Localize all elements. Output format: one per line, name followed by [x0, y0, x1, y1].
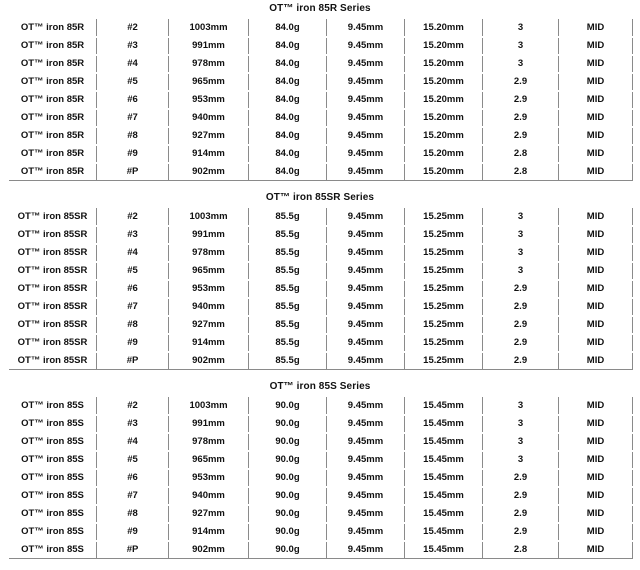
kick-point-cell: MID [559, 316, 633, 334]
series-85s [8, 378, 632, 559]
table-row [9, 433, 633, 451]
table-row [9, 145, 633, 163]
club-cell: #8 [97, 316, 169, 334]
length-cell: 940mm [169, 487, 249, 505]
butt-diameter-cell: 15.45mm [405, 469, 483, 487]
kick-point-cell: MID [559, 208, 633, 226]
table-row [9, 262, 633, 280]
torque-cell: 2.9 [483, 469, 559, 487]
tip-diameter-cell: 9.45mm [327, 208, 405, 226]
weight-cell: 90.0g [249, 523, 327, 541]
torque-cell: 3 [483, 19, 559, 37]
kick-point-cell: MID [559, 19, 633, 37]
length-cell: 1003mm [169, 397, 249, 415]
butt-diameter-cell: 15.45mm [405, 433, 483, 451]
table-row [9, 280, 633, 298]
model-cell: OT™ iron 85R [9, 19, 97, 37]
butt-diameter-cell: 15.45mm [405, 523, 483, 541]
club-cell: #6 [97, 469, 169, 487]
table-row [9, 505, 633, 523]
kick-point-cell: MID [559, 280, 633, 298]
club-cell: #9 [97, 334, 169, 352]
table-row [9, 451, 633, 469]
kick-point-cell: MID [559, 262, 633, 280]
butt-diameter-cell: 15.45mm [405, 541, 483, 559]
weight-cell: 90.0g [249, 469, 327, 487]
tip-diameter-cell: 9.45mm [327, 541, 405, 559]
torque-cell: 3 [483, 433, 559, 451]
kick-point-cell: MID [559, 127, 633, 145]
butt-diameter-cell: 15.25mm [405, 244, 483, 262]
butt-diameter-cell: 15.20mm [405, 19, 483, 37]
club-cell: #2 [97, 397, 169, 415]
length-cell: 927mm [169, 127, 249, 145]
tip-diameter-cell: 9.45mm [327, 163, 405, 181]
model-cell: OT™ iron 85SR [9, 244, 97, 262]
weight-cell: 90.0g [249, 451, 327, 469]
weight-cell: 90.0g [249, 487, 327, 505]
weight-cell: 90.0g [249, 541, 327, 559]
butt-diameter-cell: 15.25mm [405, 280, 483, 298]
club-cell: #2 [97, 208, 169, 226]
model-cell: OT™ iron 85SR [9, 298, 97, 316]
tip-diameter-cell: 9.45mm [327, 91, 405, 109]
butt-diameter-cell: 15.25mm [405, 316, 483, 334]
spec-table [8, 207, 633, 370]
butt-diameter-cell: 15.20mm [405, 127, 483, 145]
model-cell: OT™ iron 85SR [9, 352, 97, 370]
torque-cell: 2.8 [483, 541, 559, 559]
model-cell: OT™ iron 85S [9, 433, 97, 451]
table-row [9, 244, 633, 262]
model-cell: OT™ iron 85S [9, 451, 97, 469]
model-cell: OT™ iron 85R [9, 145, 97, 163]
kick-point-cell: MID [559, 163, 633, 181]
club-cell: #6 [97, 280, 169, 298]
length-cell: 902mm [169, 541, 249, 559]
butt-diameter-cell: 15.25mm [405, 262, 483, 280]
weight-cell: 90.0g [249, 415, 327, 433]
butt-diameter-cell: 15.45mm [405, 487, 483, 505]
tip-diameter-cell: 9.45mm [327, 469, 405, 487]
length-cell: 965mm [169, 73, 249, 91]
kick-point-cell: MID [559, 487, 633, 505]
kick-point-cell: MID [559, 145, 633, 163]
butt-diameter-cell: 15.25mm [405, 298, 483, 316]
table-row [9, 91, 633, 109]
table-row [9, 334, 633, 352]
torque-cell: 2.9 [483, 109, 559, 127]
torque-cell: 3 [483, 226, 559, 244]
club-cell: #3 [97, 415, 169, 433]
weight-cell: 85.5g [249, 280, 327, 298]
club-cell: #8 [97, 505, 169, 523]
club-cell: #9 [97, 523, 169, 541]
kick-point-cell: MID [559, 415, 633, 433]
tip-diameter-cell: 9.45mm [327, 262, 405, 280]
table-row [9, 397, 633, 415]
weight-cell: 84.0g [249, 73, 327, 91]
torque-cell: 2.9 [483, 298, 559, 316]
club-cell: #7 [97, 487, 169, 505]
butt-diameter-cell: 15.20mm [405, 91, 483, 109]
torque-cell: 2.9 [483, 91, 559, 109]
torque-cell: 2.8 [483, 145, 559, 163]
club-cell: #5 [97, 451, 169, 469]
length-cell: 1003mm [169, 208, 249, 226]
table-row [9, 316, 633, 334]
weight-cell: 90.0g [249, 397, 327, 415]
weight-cell: 84.0g [249, 37, 327, 55]
tip-diameter-cell: 9.45mm [327, 451, 405, 469]
kick-point-cell: MID [559, 55, 633, 73]
butt-diameter-cell: 15.45mm [405, 505, 483, 523]
tip-diameter-cell: 9.45mm [327, 109, 405, 127]
length-cell: 902mm [169, 163, 249, 181]
length-cell: 953mm [169, 280, 249, 298]
club-cell: #P [97, 352, 169, 370]
series-85sr [8, 189, 632, 370]
tip-diameter-cell: 9.45mm [327, 316, 405, 334]
kick-point-cell: MID [559, 433, 633, 451]
weight-cell: 84.0g [249, 19, 327, 37]
butt-diameter-cell: 15.45mm [405, 397, 483, 415]
kick-point-cell: MID [559, 298, 633, 316]
model-cell: OT™ iron 85S [9, 505, 97, 523]
length-cell: 978mm [169, 433, 249, 451]
torque-cell: 3 [483, 415, 559, 433]
torque-cell: 3 [483, 397, 559, 415]
model-cell: OT™ iron 85S [9, 415, 97, 433]
table-row [9, 19, 633, 37]
club-cell: #5 [97, 73, 169, 91]
table-row [9, 109, 633, 127]
club-cell: #5 [97, 262, 169, 280]
model-cell: OT™ iron 85R [9, 109, 97, 127]
model-cell: OT™ iron 85R [9, 73, 97, 91]
weight-cell: 85.5g [249, 298, 327, 316]
length-cell: 914mm [169, 145, 249, 163]
kick-point-cell: MID [559, 91, 633, 109]
model-cell: OT™ iron 85S [9, 523, 97, 541]
tip-diameter-cell: 9.45mm [327, 73, 405, 91]
weight-cell: 85.5g [249, 226, 327, 244]
spec-table [8, 18, 633, 181]
torque-cell: 3 [483, 37, 559, 55]
model-cell: OT™ iron 85SR [9, 262, 97, 280]
weight-cell: 84.0g [249, 145, 327, 163]
torque-cell: 2.9 [483, 73, 559, 91]
butt-diameter-cell: 15.20mm [405, 145, 483, 163]
weight-cell: 85.5g [249, 244, 327, 262]
tip-diameter-cell: 9.45mm [327, 127, 405, 145]
table-row [9, 469, 633, 487]
tip-diameter-cell: 9.45mm [327, 298, 405, 316]
model-cell: OT™ iron 85R [9, 163, 97, 181]
tip-diameter-cell: 9.45mm [327, 145, 405, 163]
butt-diameter-cell: 15.25mm [405, 352, 483, 370]
kick-point-cell: MID [559, 334, 633, 352]
club-cell: #4 [97, 244, 169, 262]
weight-cell: 85.5g [249, 334, 327, 352]
series-85r [8, 0, 632, 181]
tip-diameter-cell: 9.45mm [327, 415, 405, 433]
kick-point-cell: MID [559, 541, 633, 559]
torque-cell: 3 [483, 55, 559, 73]
length-cell: 940mm [169, 109, 249, 127]
length-cell: 991mm [169, 226, 249, 244]
torque-cell: 3 [483, 262, 559, 280]
length-cell: 978mm [169, 55, 249, 73]
table-row [9, 208, 633, 226]
butt-diameter-cell: 15.45mm [405, 451, 483, 469]
length-cell: 965mm [169, 451, 249, 469]
butt-diameter-cell: 15.20mm [405, 163, 483, 181]
torque-cell: 2.9 [483, 487, 559, 505]
butt-diameter-cell: 15.25mm [405, 208, 483, 226]
series-title: OT™ iron 85R Series [269, 3, 371, 14]
model-cell: OT™ iron 85SR [9, 334, 97, 352]
model-cell: OT™ iron 85SR [9, 280, 97, 298]
table-row [9, 55, 633, 73]
torque-cell: 2.9 [483, 316, 559, 334]
club-cell: #4 [97, 433, 169, 451]
length-cell: 965mm [169, 262, 249, 280]
weight-cell: 85.5g [249, 316, 327, 334]
butt-diameter-cell: 15.20mm [405, 73, 483, 91]
tip-diameter-cell: 9.45mm [327, 433, 405, 451]
tip-diameter-cell: 9.45mm [327, 55, 405, 73]
club-cell: #9 [97, 145, 169, 163]
kick-point-cell: MID [559, 109, 633, 127]
butt-diameter-cell: 15.20mm [405, 37, 483, 55]
torque-cell: 2.9 [483, 505, 559, 523]
series-title: OT™ iron 85S Series [269, 381, 371, 392]
model-cell: OT™ iron 85SR [9, 208, 97, 226]
length-cell: 914mm [169, 334, 249, 352]
tip-diameter-cell: 9.45mm [327, 505, 405, 523]
club-cell: #7 [97, 109, 169, 127]
table-row [9, 298, 633, 316]
length-cell: 914mm [169, 523, 249, 541]
torque-cell: 3 [483, 451, 559, 469]
kick-point-cell: MID [559, 505, 633, 523]
length-cell: 953mm [169, 469, 249, 487]
kick-point-cell: MID [559, 469, 633, 487]
table-row [9, 415, 633, 433]
length-cell: 991mm [169, 37, 249, 55]
table-row [9, 37, 633, 55]
model-cell: OT™ iron 85R [9, 55, 97, 73]
club-cell: #P [97, 163, 169, 181]
model-cell: OT™ iron 85S [9, 397, 97, 415]
weight-cell: 84.0g [249, 127, 327, 145]
club-cell: #P [97, 541, 169, 559]
torque-cell: 2.9 [483, 127, 559, 145]
weight-cell: 85.5g [249, 352, 327, 370]
club-cell: #7 [97, 298, 169, 316]
weight-cell: 90.0g [249, 433, 327, 451]
torque-cell: 3 [483, 244, 559, 262]
length-cell: 953mm [169, 91, 249, 109]
club-cell: #3 [97, 37, 169, 55]
length-cell: 940mm [169, 298, 249, 316]
table-row [9, 226, 633, 244]
club-cell: #3 [97, 226, 169, 244]
kick-point-cell: MID [559, 523, 633, 541]
length-cell: 1003mm [169, 19, 249, 37]
weight-cell: 84.0g [249, 55, 327, 73]
table-row [9, 163, 633, 181]
model-cell: OT™ iron 85S [9, 469, 97, 487]
torque-cell: 2.9 [483, 334, 559, 352]
model-cell: OT™ iron 85R [9, 127, 97, 145]
length-cell: 927mm [169, 316, 249, 334]
length-cell: 978mm [169, 244, 249, 262]
spec-table [8, 396, 633, 559]
kick-point-cell: MID [559, 244, 633, 262]
club-cell: #8 [97, 127, 169, 145]
length-cell: 927mm [169, 505, 249, 523]
tip-diameter-cell: 9.45mm [327, 244, 405, 262]
kick-point-cell: MID [559, 451, 633, 469]
tip-diameter-cell: 9.45mm [327, 487, 405, 505]
kick-point-cell: MID [559, 226, 633, 244]
weight-cell: 84.0g [249, 109, 327, 127]
club-cell: #2 [97, 19, 169, 37]
weight-cell: 90.0g [249, 505, 327, 523]
tip-diameter-cell: 9.45mm [327, 37, 405, 55]
kick-point-cell: MID [559, 73, 633, 91]
tip-diameter-cell: 9.45mm [327, 226, 405, 244]
butt-diameter-cell: 15.45mm [405, 415, 483, 433]
table-row [9, 352, 633, 370]
butt-diameter-cell: 15.20mm [405, 109, 483, 127]
torque-cell: 2.9 [483, 352, 559, 370]
torque-cell: 2.8 [483, 163, 559, 181]
club-cell: #4 [97, 55, 169, 73]
series-title: OT™ iron 85SR Series [265, 192, 375, 203]
kick-point-cell: MID [559, 37, 633, 55]
tip-diameter-cell: 9.45mm [327, 19, 405, 37]
weight-cell: 85.5g [249, 262, 327, 280]
table-row [9, 487, 633, 505]
model-cell: OT™ iron 85R [9, 91, 97, 109]
tip-diameter-cell: 9.45mm [327, 523, 405, 541]
torque-cell: 3 [483, 208, 559, 226]
weight-cell: 85.5g [249, 208, 327, 226]
model-cell: OT™ iron 85SR [9, 316, 97, 334]
tip-diameter-cell: 9.45mm [327, 280, 405, 298]
kick-point-cell: MID [559, 397, 633, 415]
torque-cell: 2.9 [483, 280, 559, 298]
club-cell: #6 [97, 91, 169, 109]
model-cell: OT™ iron 85SR [9, 226, 97, 244]
length-cell: 991mm [169, 415, 249, 433]
model-cell: OT™ iron 85S [9, 541, 97, 559]
table-row [9, 127, 633, 145]
model-cell: OT™ iron 85R [9, 37, 97, 55]
weight-cell: 84.0g [249, 91, 327, 109]
tip-diameter-cell: 9.45mm [327, 352, 405, 370]
kick-point-cell: MID [559, 352, 633, 370]
butt-diameter-cell: 15.25mm [405, 226, 483, 244]
tip-diameter-cell: 9.45mm [327, 334, 405, 352]
table-row [9, 523, 633, 541]
torque-cell: 2.9 [483, 523, 559, 541]
table-row [9, 73, 633, 91]
length-cell: 902mm [169, 352, 249, 370]
table-row [9, 541, 633, 559]
model-cell: OT™ iron 85S [9, 487, 97, 505]
butt-diameter-cell: 15.25mm [405, 334, 483, 352]
weight-cell: 84.0g [249, 163, 327, 181]
butt-diameter-cell: 15.20mm [405, 55, 483, 73]
tip-diameter-cell: 9.45mm [327, 397, 405, 415]
